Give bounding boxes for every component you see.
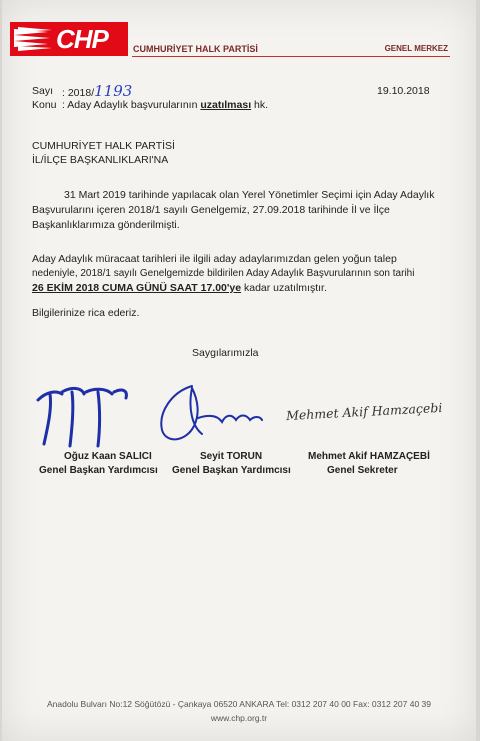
footer-address: Anadolu Bulvarı No:12 Söğütözü - Çankaya 06520 ANKARA Tel: 0312 207 40 00 Fax: 0312 207 40 39 (46, 699, 432, 709)
signatory-1-name: Oğuz Kaan SALICI (64, 451, 152, 462)
sayi-handwritten: 1193 (94, 82, 133, 100)
logo-text: CHP (56, 24, 108, 54)
six-arrows-icon (14, 26, 54, 52)
deadline-text: 26 EKİM 2018 CUMA GÜNÜ SAAT 17.00'ye (32, 282, 242, 294)
paragraph-1-line-3: Başkanlıklarımıza gönderilmişti. (32, 219, 180, 231)
recipient-line-1: CUMHURİYET HALK PARTİSİ (32, 140, 175, 152)
signatory-1-title: Genel Başkan Yardımcısı (39, 465, 158, 476)
footer-website: www.chp.org.tr (210, 713, 268, 723)
chp-logo (10, 22, 128, 56)
signatory-3-title: Genel Sekreter (327, 465, 398, 476)
konu-label: Konu (32, 99, 57, 111)
department-name: GENEL MERKEZ (384, 44, 448, 53)
letterhead (2, 0, 476, 70)
paragraph-2-line-2: nedeniyle, 2018/1 sayılı Genelgemizde bildirilen Aday Adaylık Başvurularının son tarihi (32, 268, 415, 279)
recipient-line-2: İL/İLÇE BAŞKANLIKLARI'NA (32, 154, 169, 166)
header-divider (132, 56, 450, 57)
paragraph-2-line-1: Aday Adaylık müracaat tarihleri ile ilgili aday adaylarımızdan gelen yoğun talep (32, 253, 397, 265)
closing-text: Saygılarımızla (192, 347, 259, 359)
letter-date: 19.10.2018 (377, 85, 430, 97)
signatory-2-title: Genel Başkan Yardımcısı (172, 465, 291, 476)
sayi-row (32, 82, 133, 100)
signature-2 (152, 378, 272, 450)
konu-value: : Aday Adaylık başvurularının uzatılması hk. (62, 99, 269, 111)
party-name: CUMHURİYET HALK PARTİSİ (133, 44, 258, 54)
signatory-3-name: Mehmet Akif HAMZAÇEBİ (308, 451, 430, 462)
sayi-value: : 2018/1193 (62, 82, 133, 100)
konu-row (32, 98, 269, 112)
signatory-2-name: Seyit TORUN (200, 451, 263, 462)
sayi-label: Sayı (32, 85, 54, 97)
signature-3: Mehmet Akif Hamzaçebi (285, 399, 443, 424)
paragraph-1-line-2: Başvurularını içeren 2018/1 sayılı Genelgemiz, 27.09.2018 tarihinde İl ve İlçe (32, 204, 390, 216)
paragraph-3: Bilgilerinize rica ederiz. (32, 307, 140, 319)
letter-page (2, 0, 476, 741)
paragraph-1-line-1: 31 Mart 2019 tarihinde yapılacak olan Yerel Yönetimler Seçimi için Aday Adaylık (64, 189, 435, 201)
paragraph-2-line-3: 26 EKİM 2018 CUMA GÜNÜ SAAT 17.00'ye kadar uzatılmıştır. (32, 282, 327, 294)
signature-1 (32, 378, 142, 450)
